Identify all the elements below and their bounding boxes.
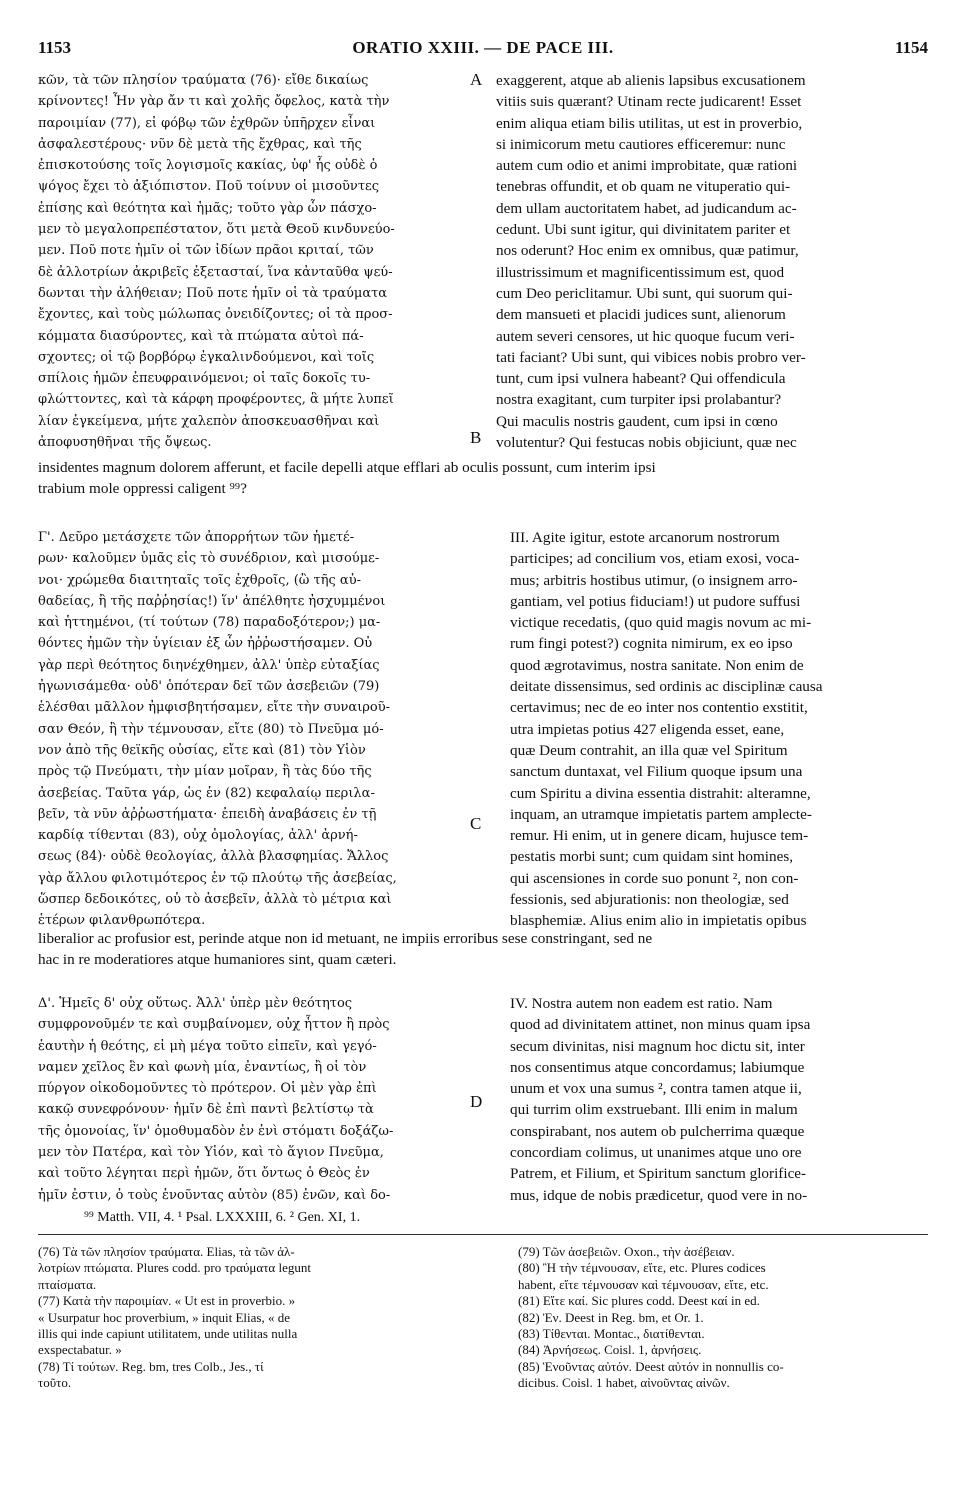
margin-letter-a: A [470, 70, 483, 89]
greek-text-line: σχοντες; οἱ τῷ βορβόρῳ ἐγκαλινδούμενοι, καὶ τοῖς [38, 349, 375, 365]
margin-letter-c: C [470, 814, 482, 833]
latin-text-line: unum et vox una sumus ², contra tamen atque ii, [510, 1080, 802, 1098]
latin-text-line: IV. Nostra autem non eadem est ratio. Nam [510, 995, 773, 1012]
greek-text-line: κόμματα διασύροντες, καὶ τὰ πτώματα αὐτοὶ πά- [38, 328, 364, 344]
greek-text-line: μεν. Ποῦ ποτε ἡμῖν οἱ τῶν ἰδίων πρᾶοι κριταί, τῶν [38, 243, 374, 259]
greek-text-line: γὰρ ἄλλου φιλοτιμότερος ἐν τῷ πλούτῳ τῆς ἀσεβείας, [38, 870, 397, 886]
latin-text-line: insidentes magnum dolorem afferunt, et facile depelli atque efflari ab oculis possunt, cum interim ipsi [38, 459, 656, 476]
footnote-line: (82) Ἐν. Deest in Reg. bm, et Or. 1. [518, 1309, 704, 1325]
greek-text-line: ναμεν χεῖλος ἓν καὶ φωνὴ μία, ἐναντίως, ἢ οἱ τὸν [38, 1059, 367, 1075]
latin-text-line: nos oderunt? Hoc enim ex omnibus, quæ patimur, [496, 242, 799, 260]
latin-text-line: quod ad divinitatem attinet, non minus quam ipsa [510, 1016, 811, 1034]
greek-text-line: Γ'. Δεῦρο μετάσχετε τῶν ἀπορρήτων τῶν ἡμετέ- [38, 530, 355, 545]
greek-text-line: καὶ τοῦτο λέγηται περὶ ἡμῶν, ὅτι ὄντως ὁ Θεὸς ἐν [38, 1166, 370, 1182]
latin-text-line: autem cum odio et animi improbitate, quæ rationi [496, 157, 798, 175]
greek-text-line: σαν Θεόν, ἢ τὴν τέμνουσαν, εἴτε (80) τὸ Πνεῦμα μό- [38, 721, 384, 737]
latin-column-mid [510, 527, 928, 932]
latin-text-line: gantiam, vel potius fiduciam!) ut pudore suffusi [510, 592, 801, 610]
greek-text-line: ἑαυτὴν ἡ θεότης, εἰ μὴ μέγα τοῦτο εἰπεῖν, καὶ γεγό- [38, 1038, 377, 1054]
latin-text-line: secum divinitas, nisi magnum hoc dictu sit, inter [510, 1037, 805, 1055]
latin-text-line: tati faciant? Ubi sunt, qui vibices nobis probro ver- [496, 348, 806, 366]
footnote-line: πταίσματα. [38, 1276, 97, 1292]
greek-text-line: τῆς ὁμονοίας, ἵν' ὁμοθυμαδὸν ἐν ἑνὶ στόματι δοξάζω- [38, 1123, 394, 1139]
latin-text-line: sanctum duntaxat, vel Filium quoque ipsum una [510, 763, 803, 781]
latin-text-line: mus; arbitris hostibus utimur, (o insignem arro- [510, 571, 798, 589]
greek-column-top [38, 70, 468, 453]
footnote-line: « Usurpatur hoc proverbium, » inquit Elias, « de [38, 1309, 291, 1325]
greek-text-line: βεῖν, τὰ νῦν ἀῤῥωστήματα· ἐπειδὴ ἀναβάσεις ἐν τῇ [38, 806, 377, 822]
margin-letter-b: B [470, 428, 482, 447]
latin-text-line: mus, idque de nobis prædicetur, quod vere in no- [510, 1186, 808, 1204]
greek-text-line: δωνται τὴν ἀλήθειαν; Ποῦ ποτε ἡμῖν οἱ τὰ τραύματα [38, 285, 388, 301]
latin-text-line: volutentur? Qui festucas nobis objiciunt, quæ nec [496, 434, 797, 452]
greek-column-bottom [38, 993, 468, 1206]
latin-text-line: dem ullam auctoritatem habet, ad judicandum ac- [496, 199, 797, 217]
footnote-line: τοῦτο. [38, 1375, 72, 1391]
footnote-line: illis qui inde capiunt utilitatem, unde utilitas nulla [38, 1325, 298, 1341]
footnote-line: λοτρίων πτώματα. Plures codd. pro τραύματα legunt [38, 1260, 311, 1276]
greek-text-line: ἡμῖν ἐστιν, ὁ τοὺς ἑνοῦντας αὐτὸν (85) ἑνῶν, καὶ δο- [38, 1187, 391, 1203]
latin-text-line: concordiam colimus, ut unanimes atque uno ore [510, 1144, 802, 1162]
latin-fullwidth-2 [38, 928, 928, 971]
greek-text-line: ἐπίσης καὶ θεότητα καὶ ἡμᾶς; τοῦτο γὰρ ὧν πάσχο- [38, 200, 377, 216]
latin-text-line: qui ascensiones in corde suo ponunt ², non con- [510, 869, 799, 887]
greek-text-line: γὰρ περὶ θεότητος διηνέχθημεν, ἀλλ' ὑπὲρ εὐταξίας [38, 657, 380, 673]
latin-text-line: cum Deo periclitamur. Ubi sunt, qui suorum qui- [496, 284, 793, 302]
latin-text-line: rum fingi potest?) cognita nimirum, ex eo ipso [510, 635, 793, 653]
latin-text-line: nos consentimus atque concordamus; labiumque [510, 1058, 805, 1076]
footnote-line: (81) Εἴτε καί. Sic plures codd. Deest καί in ed. [518, 1293, 760, 1309]
greek-text-line: σεως (84)· οὐδὲ θεολογίας, ἀλλὰ βλασφημίας. Ἄλλος [38, 849, 389, 865]
greek-text-line: κῶν, τὰ τῶν πλησίον τραύματα (76)· εἴθε δικαίως [38, 73, 369, 88]
footnote-line: (85) Ἑνοῦντας αὐτόν. Deest αὐτόν in nonnullis co- [518, 1358, 784, 1374]
latin-fullwidth-1 [38, 457, 928, 500]
greek-text-line: φλώττοντες, καὶ τὰ κάρφη προφέροντες, ἃ μήτε λυπεῖ [38, 392, 394, 408]
latin-text-line: cedunt. Ubi sunt igitur, qui divinitatem pariter et [496, 221, 791, 239]
latin-text-line: participes; ad concilium vos, etiam exosi, voca- [510, 550, 800, 568]
latin-text-line: quæ Deum contrahit, an illa quæ vel Spiritum [510, 741, 788, 759]
latin-text-line: fessionis, sed abjurationis: non theologiæ, sed [510, 891, 789, 909]
latin-text-line: trabium mole oppressi caligent ⁹⁹? [38, 480, 247, 498]
greek-text-line: θαδείας, ἢ τῆς παῤῥησίας!) ἵν' ἀπέλθητε ἠσχυμμένοι [38, 593, 386, 609]
latin-text-line: quod ægrotavimus, nostra sanitate. Non enim de [510, 656, 804, 674]
greek-text-line: ἠγωνισάμεθα· οὐδ' ὁπότεραν δεῖ τῶν ἀσεβειῶν (79) [38, 679, 380, 695]
footnote-line: dicibus. Coisl. 1 habet, αἰνοῦντας αἰνῶν. [518, 1375, 730, 1391]
scripture-references: ⁹⁹ Matth. VII, 4. ¹ Psal. LXXXIII, 6. ² Gen. XI, 1. [84, 1210, 361, 1225]
footnotes-right [518, 1244, 928, 1392]
running-header [38, 38, 928, 58]
latin-text-line: autem severi censores, ut hic quoque fucum veri- [496, 327, 795, 345]
greek-text-line: θόντες ἡμῶν τὴν ὑγίειαν ἐξ ὧν ἠῤῥωστήσαμεν. Οὐ [38, 636, 373, 652]
footnote-line: habent, εἴτε τέμνουσαν καὶ τέμνουσαν, εἴτε, etc. [518, 1276, 769, 1292]
latin-text-line: tunt, cum ipsi vulnera habeant? Qui offendicula [496, 370, 786, 388]
latin-text-line: conspirabant, nos autem ob pulcherrima quæque [510, 1122, 805, 1140]
greek-text-line: ἑλέσθαι μᾶλλον ἠμφισβητήσαμεν, εἴτε τὴν συναιροῦ- [38, 700, 391, 716]
latin-text-line: remur. Hi enim, ut in genere dicam, hujusce tem- [510, 827, 809, 845]
greek-text-line: λίαν ἐγκείμενα, μήτε χαλεπὸν ἀποσκευασθῆναι καὶ [38, 413, 380, 429]
footnote-line: (79) Τῶν ἀσεβειῶν. Oxon., τὴν ἀσέβειαν. [518, 1244, 735, 1259]
latin-text-line: certavimus; nec de eo inter nos contentio exstitit, [510, 699, 808, 717]
greek-text-line: πρὸς τῷ Πνεύματι, τὴν μίαν μοῖραν, ἢ τὰς δύο τῆς [38, 764, 372, 780]
greek-text-line: πύργον οἰκοδομοῦντες τὸ πρότερον. Οἱ μὲν γὰρ ἐπὶ [38, 1081, 377, 1097]
footnote-line: (78) Τί τούτων. Reg. bm, tres Colb., Jes., τί [38, 1358, 264, 1374]
greek-text-line: νον ἀπὸ τῆς θεϊκῆς οὐσίας, εἴτε καὶ (81) τὸν Υἱὸν [38, 742, 366, 758]
latin-text-line: nostra exagitant, cum turpiter ipsi prolabantur? [496, 391, 782, 409]
latin-text-line: enim aliqua etiam bilis utilitas, ut est in proverbio, [496, 114, 803, 132]
greek-text-line: ἑτέρων φιλανθρωπότερα. [38, 913, 206, 929]
page-title: ORATIO XXIII. — DE PACE III. [352, 38, 614, 57]
latin-text-line: vitiis suis quærant? Utinam recte judicarent! Esset [496, 93, 802, 111]
greek-text-line: ὥσπερ δεδοικότες, οὐ τὸ ἀσεβεῖν, ἀλλὰ τὸ μέτρια καὶ [38, 892, 392, 908]
greek-column-mid [38, 527, 468, 932]
latin-text-line: utra impietas potius 427 eligenda esset, eane, [510, 720, 785, 738]
greek-text-line: ἐπισκοτούσης τοῖς λογισμοῖς κακίας, ὑφ' ἧς οὐδὲ ὁ [38, 158, 378, 174]
page-number-left: 1153 [38, 38, 72, 57]
greek-text-line: ἔχοντες, καὶ τοὺς μώλωπας ὀνειδίζοντες; οἱ τὰ προσ- [38, 307, 393, 323]
page-number-right: 1154 [894, 38, 928, 57]
footnote-line: (83) Τίθενται. Montac., διατίθενται. [518, 1325, 705, 1341]
greek-text-line: δὲ ἀλλοτρίων ἀκριβεῖς ἐξετασταί, ἵνα κἀνταῦθα ψεύ- [38, 264, 393, 280]
latin-text-line: illustrissimum et magnificentissimum est, quod [496, 263, 785, 281]
footnote-line: (84) Ἀρνήσεως. Coisl. 1, ἀρνήσεις. [518, 1342, 702, 1358]
latin-text-line: dem mansueti et placidi judices sunt, alienorum [496, 306, 786, 324]
latin-text-line: exaggerent, atque ab alienis lapsibus excusationem [496, 72, 806, 89]
latin-column-top [496, 70, 928, 453]
latin-text-line: cum Spiritu a divina essentia distrahit: alteramne, [510, 784, 811, 802]
greek-text-line: ρων· καλοῦμεν ὑμᾶς εἰς τὸ συνέδριον, καὶ μισούμε- [38, 551, 380, 567]
latin-text-line: victique recedatis, (quo quid magis novum ac mi- [510, 614, 812, 632]
greek-text-line: Δ'. Ἡμεῖς δ' οὐχ οὕτως. Ἀλλ' ὑπὲρ μὲν θεότητος [38, 996, 353, 1011]
latin-text-line: tenebras offundit, et ob quam ne vituperatio qui- [496, 178, 791, 196]
footnote-rule [38, 1234, 928, 1235]
greek-text-line: κρίνοντες! Ἦν γὰρ ἄν τι καὶ χολῆς ὄφελος, κατὰ τὴν [38, 94, 390, 110]
latin-text-line: pestatis morbi sunt; cum quidam sint homines, [510, 848, 794, 866]
greek-text-line: παροιμίαν (77), εἰ φόβῳ τῶν ἐχθρῶν ὑπῆρχεν εἶναι [38, 115, 376, 131]
latin-text-line: hac in re moderatiores atque humaniores sint, quam cæteri. [38, 951, 397, 969]
greek-text-line: καὶ ἡττημένοι, (τί τούτων (78) παραδοξότερον;) μα- [38, 615, 381, 631]
footnote-line: exspectabatur. » [38, 1342, 122, 1358]
greek-text-line: μεν τὸν Πατέρα, καὶ τὸν Υἱόν, καὶ τὸ ἅγιον Πνεῦμα, [38, 1145, 384, 1161]
footnote-line: (77) Κατὰ τὴν παροιμίαν. « Ut est in proverbio. » [38, 1293, 296, 1309]
greek-text-line: ἀσφαλεστέρους· νῦν δὲ μετὰ τῆς ἔχθρας, καὶ τῆς [38, 136, 362, 152]
latin-text-line: Qui maculis nostris gaudent, cum ipsi in cœno [496, 412, 778, 430]
latin-column-bottom [510, 993, 928, 1206]
latin-text-line: Patrem, et Filium, et Spiritum sanctum glorifice- [510, 1165, 807, 1183]
latin-text-line: si inimicorum metu cautiores efficeremur: nunc [496, 135, 786, 153]
margin-letter-d: D [470, 1092, 483, 1111]
latin-text-line: deitate dissensimus, sed ordinis ac disciplinæ causa [510, 678, 823, 696]
latin-text-line: blasphemiæ. Alius enim alio in impietatis opibus [510, 912, 807, 930]
footnote-line: (76) Τὰ τῶν πλησίον τραύματα. Elias, τὰ τῶν ἀλ- [38, 1244, 295, 1259]
greek-text-line: καρδίᾳ τίθενται (83), οὐχ ὁμολογίας, ἀλλ' ἀρνή- [38, 828, 358, 844]
greek-text-line: κακῷ συνεφρόνουν· ἡμῖν δὲ ἐπὶ παντὶ βελτίστῳ τὰ [38, 1102, 374, 1118]
greek-text-line: μεν τὸ μεγαλοπρεπέστατον, ὅτι μετὰ Θεοῦ κινδυνεύο- [38, 222, 395, 238]
greek-text-line: ψόγος ἔχει τὸ ἀξιόπιστον. Ποῦ τοίνυν οἱ μισοῦντες [38, 179, 380, 195]
footnote-line: (80) Ἢ τὴν τέμνουσαν, εἴτε, etc. Plures codices [518, 1260, 766, 1276]
greek-text-line: ἀποφυσηθῆναι τῆς ὄψεως. [38, 435, 212, 451]
greek-text-line: ἀσεβείας. Ταῦτα γάρ, ὡς ἐν (82) κεφαλαίῳ περιλα- [38, 785, 375, 801]
latin-text-line: inquam, an utramque impietatis partem amplecte- [510, 805, 812, 823]
latin-text-line: III. Agite igitur, estote arcanorum nostrorum [510, 529, 780, 546]
latin-text-line: qui turrim olim exstruebant. Illi enim in malum [510, 1101, 798, 1119]
greek-text-line: νοι· χρώμεθα διαιτηταῖς τοῖς ἐχθροῖς, (ὢ τῆς αὐ- [38, 572, 361, 588]
footnotes-left [38, 1244, 478, 1392]
greek-text-line: σπίλοις ἡμῶν ἐπευφραινόμενοι; οἱ ταῖς δοκοῖς τυ- [38, 371, 371, 387]
latin-text-line: liberalior ac profusior est, perinde atque non id metuant, ne impiis erroribus sese constringant, sed ne [38, 930, 653, 947]
greek-text-line: συμφρονοῦμέν τε καὶ συμβαίνομεν, οὐχ ἧττον ἢ πρὸς [38, 1017, 390, 1033]
